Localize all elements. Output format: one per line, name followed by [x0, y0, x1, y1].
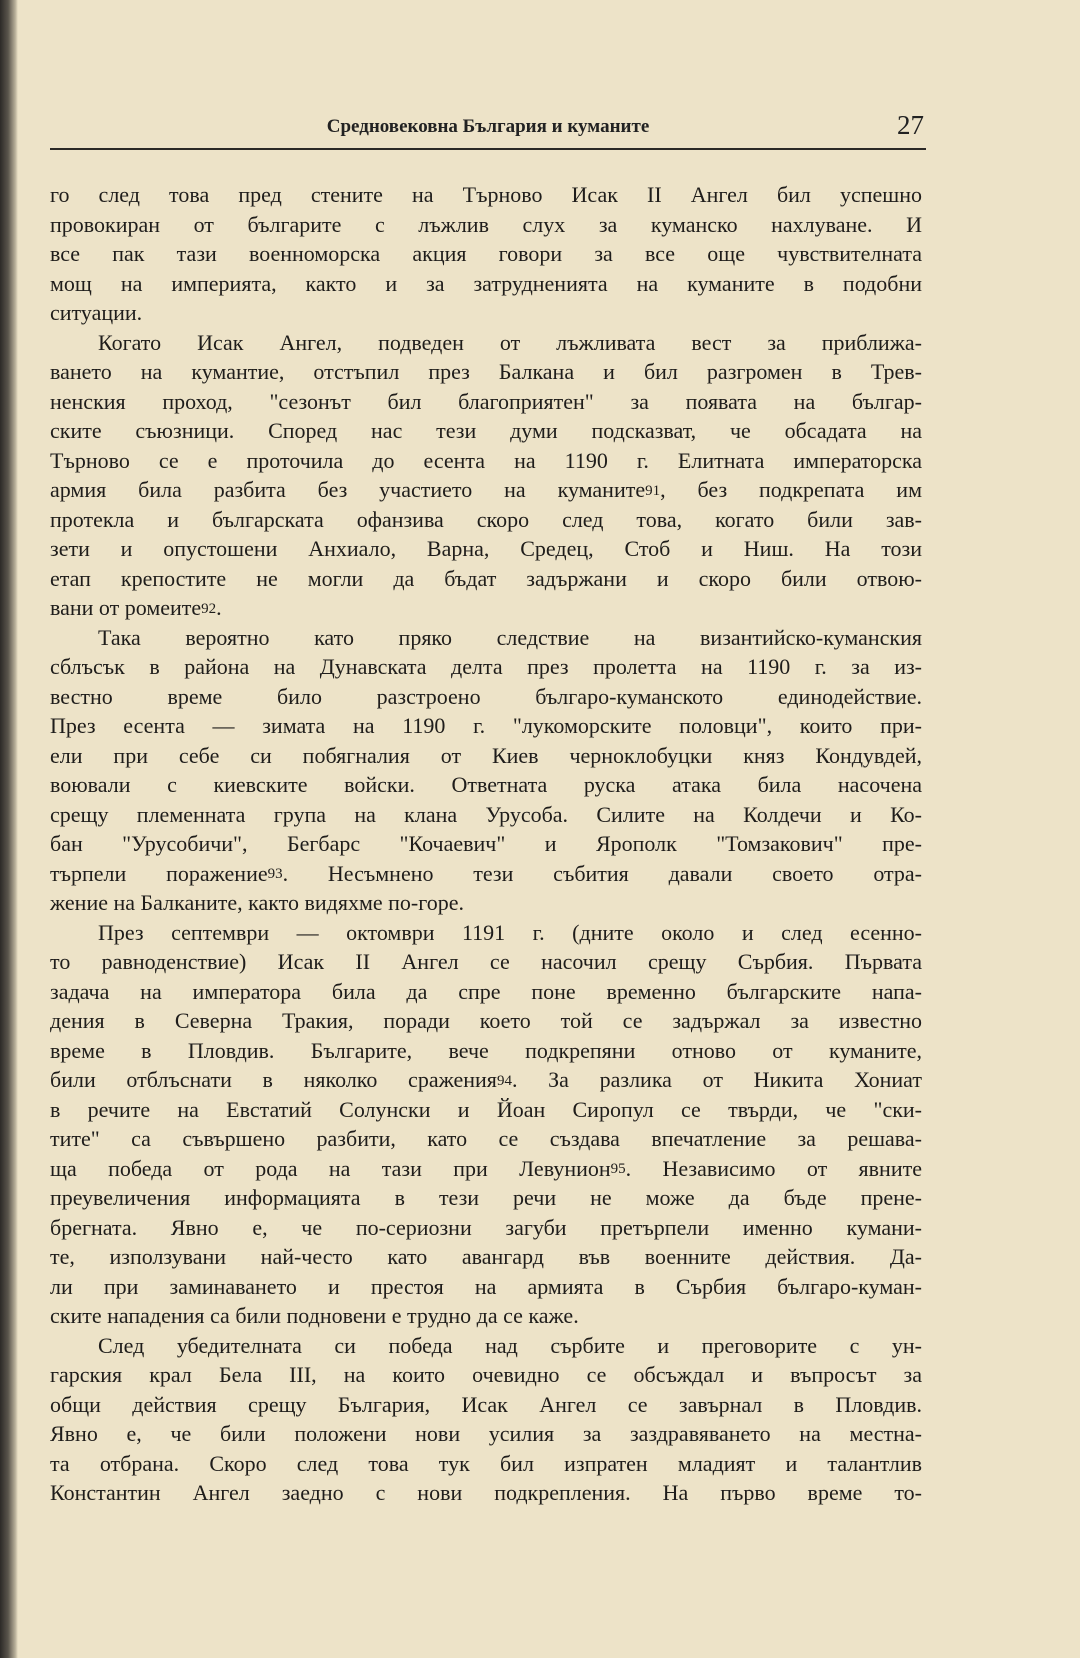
- line-text: воювали с киевските войски. Ответната руска атака била насочена: [50, 772, 922, 797]
- line-text: вестно време било разстроено българо-куманското единодействие.: [50, 683, 922, 709]
- book-gutter-shadow: [0, 0, 18, 1658]
- text-line: [50, 1036, 922, 1066]
- line-text: Търново се е проточила до есента на 1190 г. Елитната императорска: [50, 447, 922, 473]
- footnote-marker: 91: [645, 482, 661, 499]
- line-text: ща победа от рода на тази при Левунион: [50, 1155, 611, 1181]
- line-text-continued: .: [216, 595, 222, 620]
- text-line: [50, 1272, 922, 1302]
- footnote-marker: 94: [496, 1072, 512, 1089]
- line-text: ли при заминаването и престоя на армията в Сърбия българо-куман-: [50, 1273, 922, 1299]
- line-text: търпели поражение: [50, 860, 268, 886]
- text-line: [50, 1154, 922, 1184]
- text-line: [50, 947, 922, 977]
- text-line: [50, 652, 922, 682]
- text-line: [50, 682, 922, 712]
- line-text: През есента — зимата на 1190 г. "лукоморските половци", които при-: [50, 713, 922, 738]
- line-text: мощ на империята, както и за затрудненията на куманите в подобни: [50, 270, 922, 296]
- text-line: [50, 416, 922, 446]
- text-line: [50, 1183, 922, 1213]
- text-line: [50, 239, 922, 269]
- text-line: [50, 180, 922, 210]
- line-text: бан "Урусобичи", Бегбарс "Кочаевич" и Ярополк "Томзакович" пре-: [50, 831, 922, 856]
- line-text: задача на императора била да спре поне временно българските напа-: [50, 978, 922, 1004]
- text-line: [50, 328, 922, 358]
- running-title: Средновековна България и куманите: [326, 116, 650, 137]
- text-line: [50, 387, 922, 417]
- footnote-marker: 95: [610, 1161, 626, 1178]
- line-text-continued: . Независимо от явните: [625, 1155, 922, 1181]
- footnote-marker: 93: [267, 866, 283, 883]
- text-line: [50, 446, 922, 476]
- line-text: брегната. Явно е, че по-сериозни загуби претърпели именно кумани-: [50, 1214, 922, 1240]
- body-text: [50, 180, 922, 1508]
- text-line: [50, 623, 922, 653]
- line-text: ели при себе си побягналия от Киев черноклобуцки княз Кондувдей,: [50, 742, 922, 768]
- text-line: [50, 475, 922, 505]
- line-text: зети и опустошени Анхиало, Варна, Средец, Стоб и Ниш. На този: [50, 536, 922, 561]
- text-line: [50, 1006, 922, 1036]
- line-text: гарския крал Бела III, на които очевидно се обсъждал и въпросът за: [50, 1362, 922, 1387]
- text-line: [50, 1301, 922, 1331]
- text-line: [50, 505, 922, 535]
- page-number: 27: [897, 110, 924, 140]
- line-text: все пак тази военноморска акция говори за все още чувствителната: [50, 241, 922, 266]
- text-line: [50, 1124, 922, 1154]
- text-line: [50, 1390, 922, 1420]
- line-text: дения в Северна Тракия, поради което той се задържал за известно: [50, 1008, 922, 1033]
- text-line: [50, 829, 922, 859]
- text-line: [50, 1478, 922, 1508]
- text-line: [50, 1095, 922, 1125]
- line-text: провокиран от българите с лъжлив слух за куманско нахлуване. И: [50, 211, 922, 237]
- line-text: ването на кумантие, отстъпил през Балкана и бил разгромен в Трев-: [50, 359, 922, 384]
- text-line: [50, 1419, 922, 1449]
- text-line: [50, 800, 922, 830]
- line-text: тите" са съвършено разбити, като се създава впечатление за решава-: [50, 1126, 922, 1151]
- text-line: [50, 888, 922, 918]
- line-text: ситуации.: [50, 300, 143, 325]
- line-text: Явно е, че били положени нови усилия за заздравяването на местна-: [50, 1421, 922, 1446]
- line-text: били отблъснати в няколко сражения: [50, 1067, 497, 1092]
- page-header: [50, 112, 926, 150]
- text-line: [50, 711, 922, 741]
- line-text: ските съюзници. Според нас тези думи подсказват, че обсадата на: [50, 418, 922, 443]
- line-text: жение на Балканите, както видяхме по-горе.: [50, 890, 464, 915]
- line-text: След убедителната си победа над сърбите и преговорите с ун-: [98, 1332, 922, 1358]
- line-text: то равноденствие) Исак II Ангел се насочил срещу Сърбия. Първата: [50, 949, 922, 974]
- text-line: [50, 977, 922, 1007]
- footnote-marker: 92: [201, 600, 217, 617]
- line-text: ските нападения са били подновени е трудно да се каже.: [50, 1303, 579, 1328]
- line-text: вани от ромеите: [50, 595, 202, 620]
- line-text-continued: . Несъмнено тези събития давали своето отра-: [282, 860, 922, 886]
- text-line: [50, 357, 922, 387]
- line-text: сблъсък в района на Дунавската делта през пролетта на 1190 г. за из-: [50, 654, 922, 679]
- text-line: [50, 1360, 922, 1390]
- line-text: Така вероятно като пряко следствие на византийско-куманския: [98, 624, 922, 650]
- text-line: [50, 1449, 922, 1479]
- text-line: [50, 859, 922, 889]
- text-line: [50, 1331, 922, 1361]
- line-text: протекла и българската офанзива скоро след това, когато били зав-: [50, 506, 922, 532]
- line-text: те, използувани най-често като авангард във военните действия. Да-: [50, 1244, 922, 1269]
- line-text: време в Пловдив. Българите, вече подкрепяни отново от куманите,: [50, 1037, 922, 1063]
- line-text: етап крепостите не могли да бъдат задържани и скоро били отвою-: [50, 565, 922, 591]
- line-text: в речите на Евстатий Солунски и Йоан Сиропул се твърди, че "ски-: [50, 1096, 922, 1122]
- text-line: [50, 1242, 922, 1272]
- line-text: та отбрана. Скоро след това тук бил изпратен младият и талантлив: [50, 1450, 922, 1476]
- text-line: [50, 918, 922, 948]
- line-text: го след това пред стените на Търново Исак II Ангел бил успешно: [50, 182, 922, 207]
- line-text: срещу племенната група на клана Урусоба. Силите на Колдечи и Ко-: [50, 801, 922, 827]
- line-text: Константин Ангел заедно с нови подкрепления. На първо време то-: [50, 1480, 922, 1505]
- line-text: ненския проход, "сезонът бил благоприятен" за появата на българ-: [50, 388, 922, 414]
- text-line: [50, 1213, 922, 1243]
- text-line: [50, 269, 922, 299]
- text-line: [50, 534, 922, 564]
- line-text-continued: , без подкрепата им: [660, 477, 923, 502]
- text-line: [50, 564, 922, 594]
- line-text: армия била разбита без участието на куманите: [50, 477, 646, 502]
- line-text: Когато Исак Ангел, подведен от лъжливата вест за приближа-: [98, 329, 922, 355]
- line-text-continued: . За разлика от Никита Хониат: [511, 1067, 922, 1092]
- text-line: [50, 298, 922, 328]
- text-line: [50, 741, 922, 771]
- line-text: преувеличения информацията в тези речи не може да бъде прене-: [50, 1185, 922, 1210]
- text-line: [50, 593, 922, 623]
- text-line: [50, 1065, 922, 1095]
- text-line: [50, 770, 922, 800]
- line-text: През септември — октомври 1191 г. (дните около и след есенно-: [98, 919, 922, 945]
- text-line: [50, 210, 922, 240]
- line-text: общи действия срещу България, Исак Ангел се завърнал в Пловдив.: [50, 1391, 922, 1417]
